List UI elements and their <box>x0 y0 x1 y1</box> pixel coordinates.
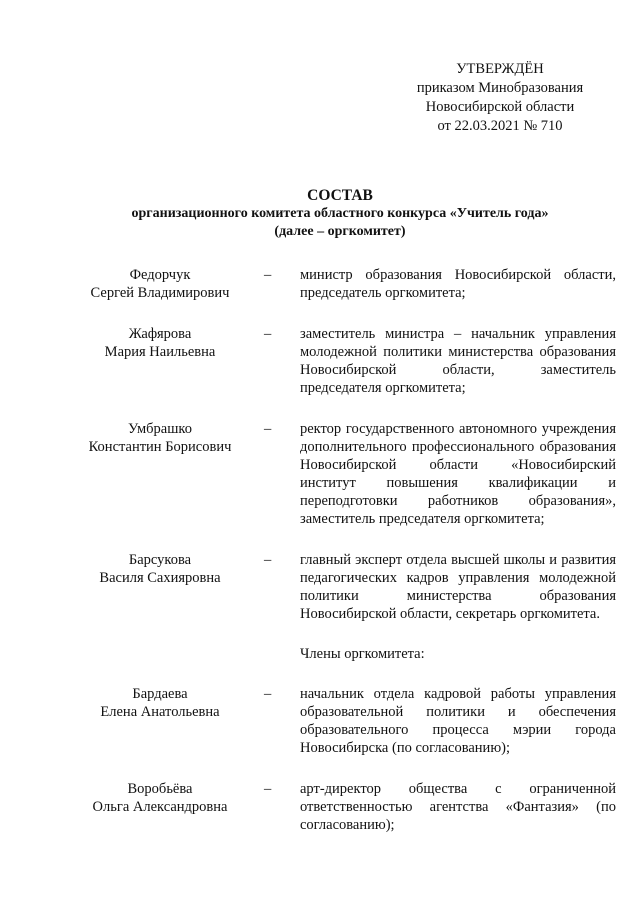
member-name <box>60 551 260 623</box>
dash-separator: – <box>264 686 272 702</box>
member-list <box>60 266 620 834</box>
member-surname: Бардаева <box>132 686 188 702</box>
member-row <box>60 685 620 757</box>
approval-stamp <box>400 60 600 136</box>
approval-line-date: от 22.03.2021 № 710 <box>437 118 563 134</box>
dash-separator: – <box>264 421 272 437</box>
member-given-name: Василя Сахияровна <box>99 570 221 586</box>
member-given-name: Мария Наильевна <box>104 344 216 360</box>
member-role: арт-директор общества с ограниченной ответственностью агентства «Фантазия» (по согласованию); <box>300 781 616 833</box>
member-surname: Федорчук <box>129 267 191 283</box>
member-row <box>60 266 620 302</box>
member-role: начальник отдела кадровой работы управления образовательной политики и обеспечения образовательного процесса мэрии города Новосибирска (по согласованию); <box>300 686 616 756</box>
member-row <box>60 551 620 623</box>
member-given-name: Константин Борисович <box>88 439 232 455</box>
dash-separator: – <box>264 267 272 283</box>
approval-line-approved: УТВЕРЖДЁН <box>456 61 544 77</box>
dash-separator: – <box>264 781 272 797</box>
title-abbreviation: (далее – оргкомитет) <box>274 224 406 239</box>
member-surname: Умбрашко <box>128 421 192 437</box>
member-row <box>60 325 620 397</box>
document-title <box>60 186 620 241</box>
member-row <box>60 780 620 834</box>
member-name <box>60 780 260 834</box>
member-name <box>60 325 260 397</box>
member-surname: Барсукова <box>128 552 192 568</box>
title-subtitle: организационного комитета областного конкурса «Учитель года» <box>131 206 549 221</box>
member-given-name: Елена Анатольевна <box>100 704 220 720</box>
approval-line-region: Новосибирской области <box>425 99 575 115</box>
member-name <box>60 266 260 302</box>
title-main: СОСТАВ <box>307 187 373 204</box>
member-role: министр образования Новосибирской области, председатель оргкомитета; <box>300 267 616 301</box>
member-surname: Воробьёва <box>127 781 193 797</box>
member-role: главный эксперт отдела высшей школы и развития педагогических кадров управления молодежной политики министерства образования Новосибирской области, секретарь оргкомитета. <box>300 552 616 622</box>
member-given-name: Ольга Александровна <box>92 799 228 815</box>
approval-line-order: приказом Минобразования <box>416 80 584 96</box>
member-name <box>60 420 260 528</box>
member-role: ректор государственного автономного учреждения дополнительного профессионального образования Новосибирской области «Новосибирский институт повышения квалификации и переподготовки работников образования», заместитель председателя оргкомитета; <box>300 421 616 527</box>
member-role: заместитель министра – начальник управления молодежной политики министерства образования Новосибирской области, заместитель председателя оргкомитета; <box>300 326 616 396</box>
member-name <box>60 685 260 757</box>
dash-separator: – <box>264 552 272 568</box>
member-row <box>60 420 620 528</box>
member-surname: Жафярова <box>128 326 192 342</box>
committee-members-heading: Члены оргкомитета: <box>300 646 425 662</box>
dash-separator: – <box>264 326 272 342</box>
member-given-name: Сергей Владимирович <box>90 285 230 301</box>
